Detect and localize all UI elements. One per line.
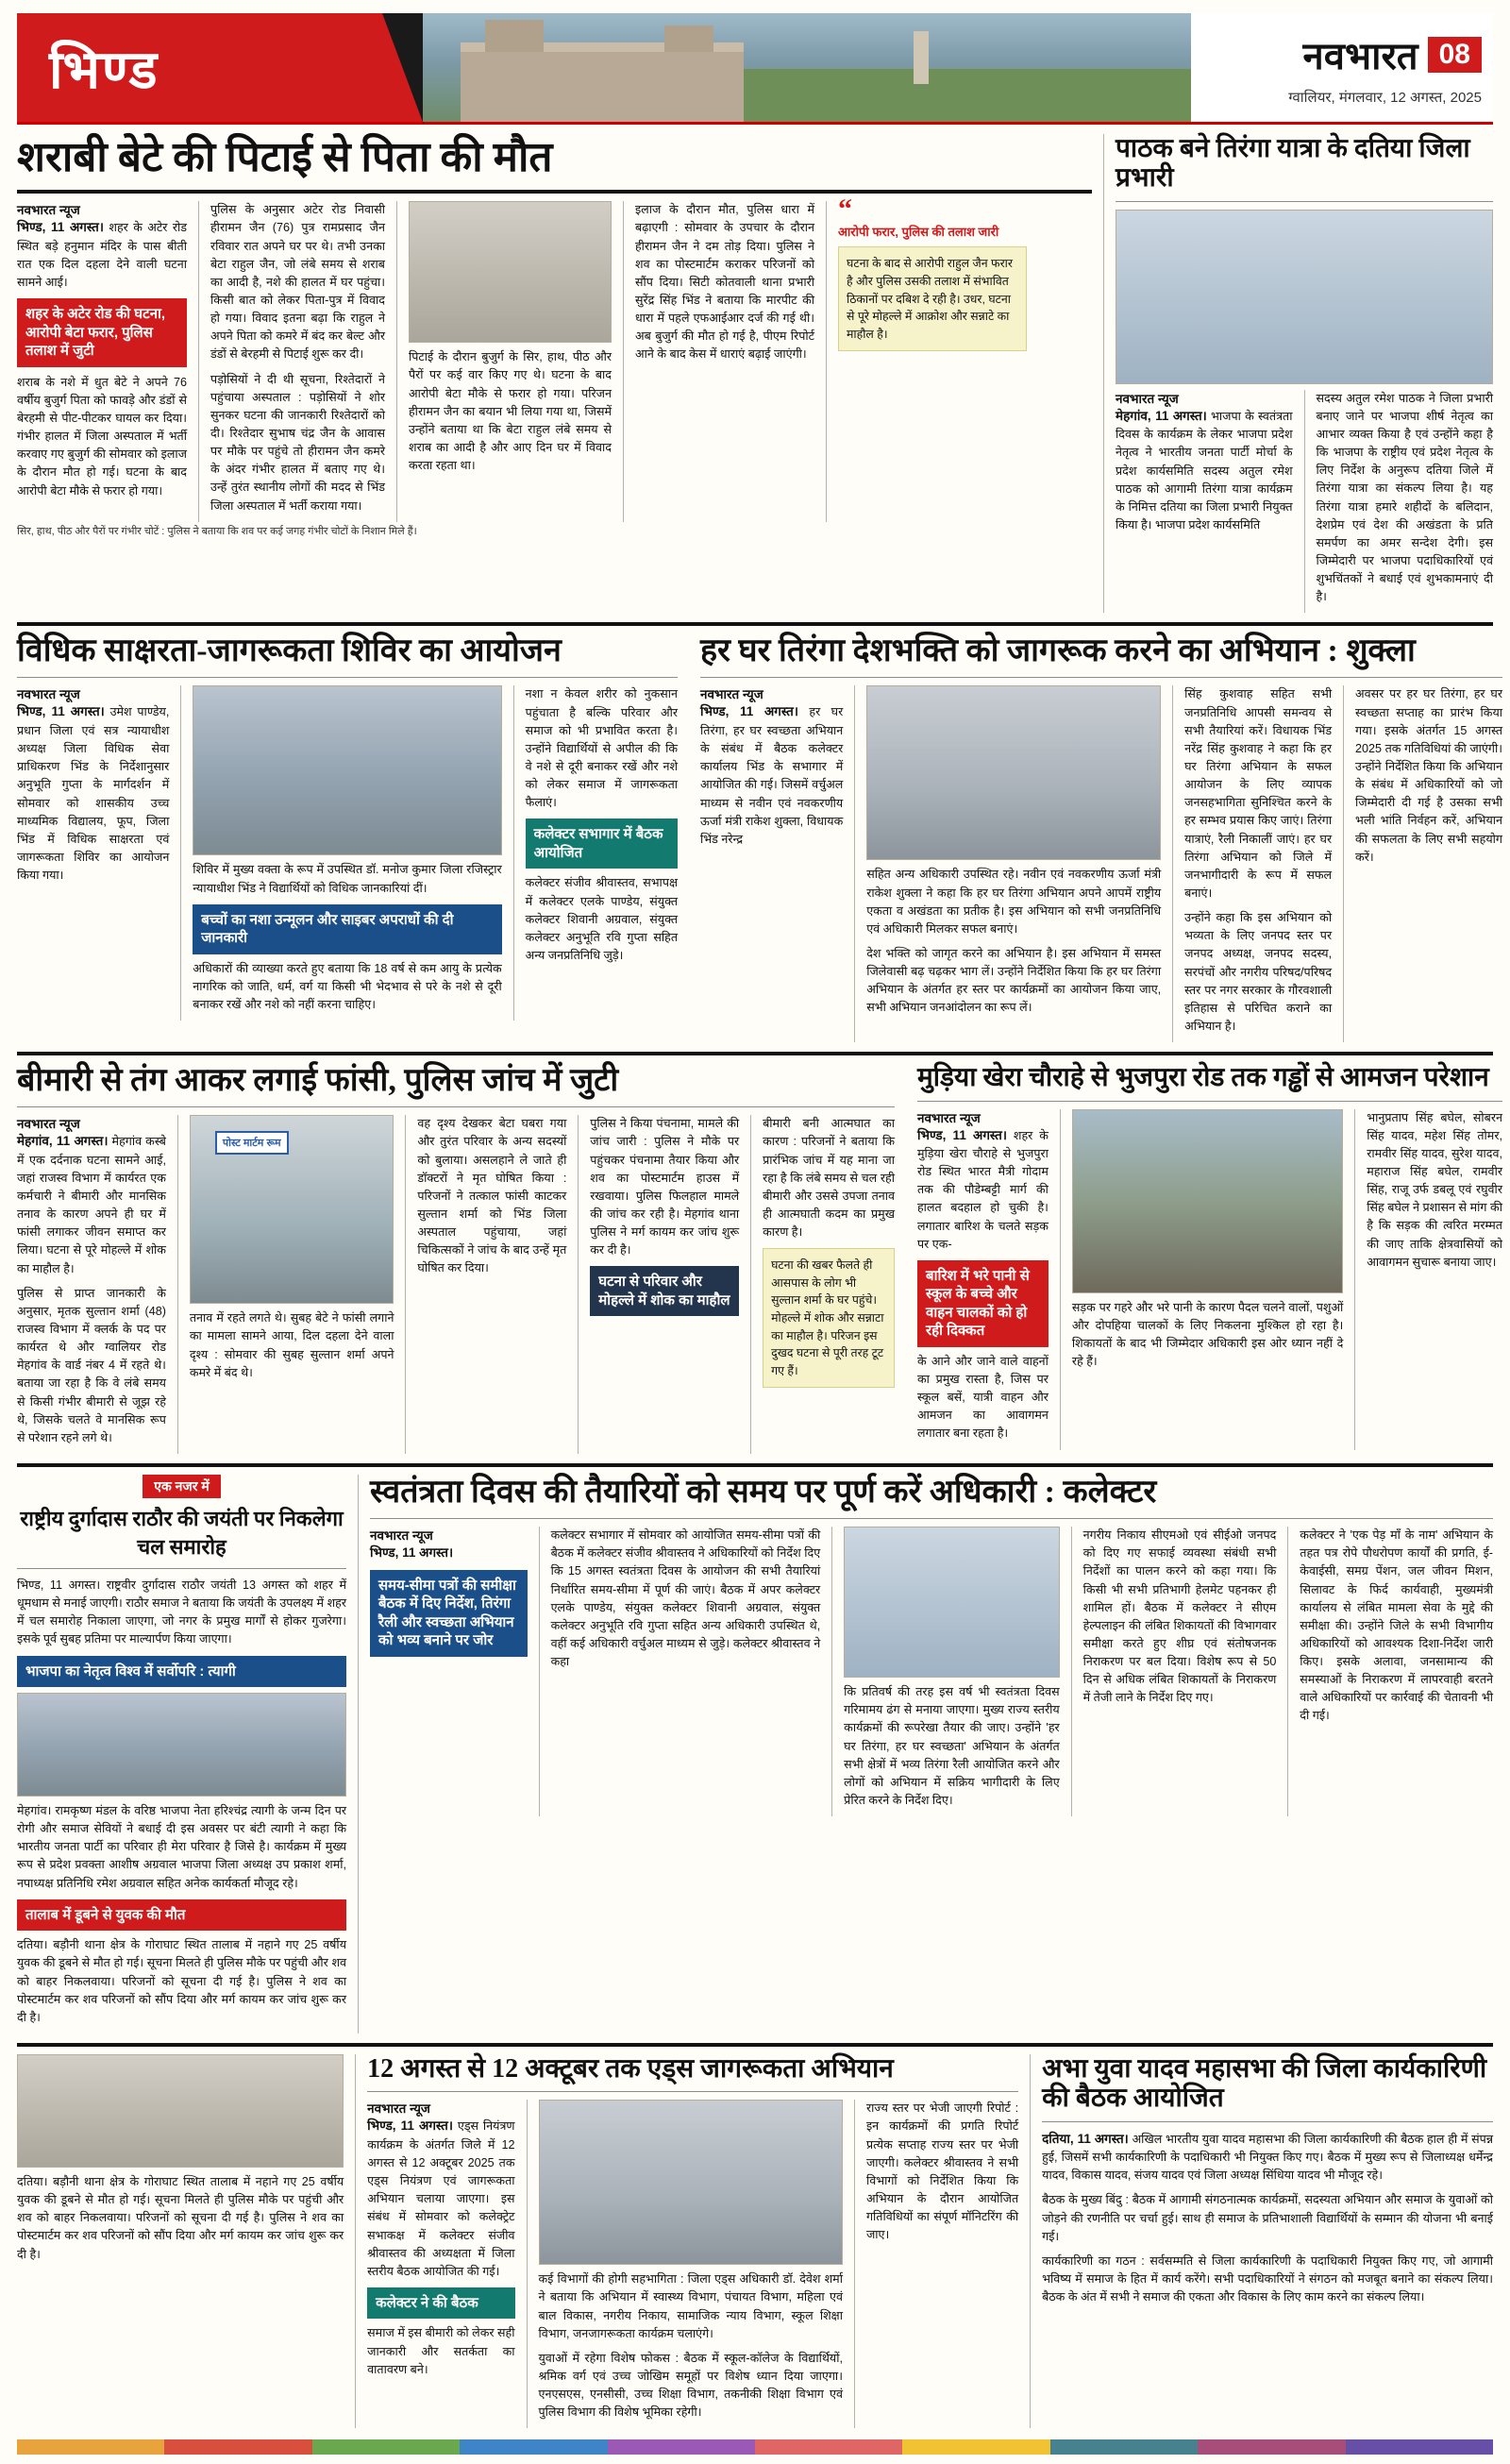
abha-para-2: कार्यकारिणी का गठन : सर्वसम्मति से जिला कार्यकारिणी के पदाधिकारी नियुक्त किए गए, जो आगामी भविष्य में समाज के हित में कार्य करेंगे। सभी पदाधिकारियों ने संगठन को मजबूत बनाने का संकल्प लिया। बैठक के अंत में सभी ने समाज की एकता और विकास के लिए काम करने का संकल्प लिया। — [1042, 2253, 1493, 2304]
tiranga-para-5: देश भक्ति को जागृत करने का अभियान है। इस अभियान में समस्त जिलेवासी बढ़ चढ़कर भाग लें। उन्होंने निर्देशित किया कि हर घर तिरंगा अभियान के अंतर्गत हर स्तर पर कार्यक्रमों का आयोजन किया जाए, सभी अभियान जनआंदोलन का रूप लें। — [866, 947, 1162, 1015]
lead-dateline: भिण्ड, 11 अगस्त। — [17, 220, 104, 235]
mudia-kicker: बारिश में भरे पानी से स्कूल के बच्चे और वाहन चालकों को हो रही दिक्कत — [917, 1260, 1049, 1347]
bimari-para-2: तनाव में रहते लगते थे। सुबह बेटे ने फांसी लगाने का मामला सामने आया, दिल दहला देने वाला दृश्य : सोमवार की सुबह सुल्तान शर्मा अपने कमरे में बंद थे। — [189, 1311, 394, 1379]
tiranga-para-1: सिंह कुशवाह सहित सभी जनप्रतिनिधि आपसी समन्वय से सभी तैयारियां करें। विधायक भिंड नरेंद्र सिंह कुशवाह ने कहा कि हर घर तिरंगा अभियान के सफल आयोजन के लिए व्यापक जनसहभागिता सुनिश्चित करने के हर सम्भव प्रयास किए जाएं। तिरंगा यात्राएं, रैली निकालीं जाएं। हर घर तिरंगा अभियान को जिले में जनभागीदारी के रूप में सफल बनाएं। — [1184, 687, 1333, 901]
swatantrata-byline: नवभारत न्यूज — [370, 1528, 433, 1544]
ek-nazar-column-bottom — [17, 2054, 344, 2428]
swatantrata-kicker: समय-सीमा पत्रों की समीक्षा बैठक में दिए निर्देश, तिरंगा रैली और स्वच्छता अभियान को भव्य बनाने पर जोर — [370, 1570, 528, 1657]
yatra-para-1: सदस्य अतुल रमेश पाठक ने जिला प्रभारी बनाए जाने पर भाजपा शीर्ष नेतृत्व का आभार व्यक्त किया है एवं उन्होंने कहा है कि भाजपा के राष्ट्रीय एवं प्रदेश नेतृत्व के लिए निर्देश के अनुरूप दतिया जिले में तिरंगा यात्रा का संकल्प लिया है। यह तिरंगा यात्रा हमारे शहीदों के बलिदान, देशप्रेम एवं देश की अखंडता के प्रति समर्पण का अमर सन्देश देगी। इस जिम्मेदारी पर भाजपा पदाधिकारियों एवं शुभचिंतकों ने बधाई एवं शुभकामनाएं दी है। — [1316, 391, 1493, 604]
vidhik-para-1: शिविर में मुख्य वक्ता के रूप में उपस्थित डॉ. मनोज कुमार जिला रजिस्ट्रार न्यायाधीश भिंड ने विद्यार्थियों को विधिक जानकारियां दीं। — [193, 863, 502, 895]
tiranga-para-0: हर घर तिरंगा, हर घर स्वच्छता अभियान के संबंध में बैठक कलेक्टर कार्यालय भिंड के सभागार में आयोजित की गई। जिसमें वर्चुअल माध्यम से नवीन एवं नवकरणीय ऊर्जा मंत्री राकेश शुक्ला, विधायक भिंड नरेन्द्र — [700, 705, 844, 846]
mudia-photo — [1072, 1109, 1343, 1293]
tiranga-dateline: भिण्ड, 11 अगस्त। — [700, 704, 798, 719]
vidhik-para-0: उमेश पाण्डेय, प्रधान जिला एवं सत्र न्यायाधीश अध्यक्ष जिला विधिक सेवा प्राधिकरण भिंड के निर्देशानुसार अनुभूति गुप्ता के मार्गदर्शन में सोमवार को शासकीय उच्च माध्यमिक विद्यालय, फूप, जिला भिंड में विधिक साक्षरता एवं जागरूकता शिविर का आयोजन किया गया। — [17, 705, 170, 883]
aids-byline: नवभारत न्यूज — [367, 2101, 430, 2117]
tiranga-headline: हर घर तिरंगा देशभक्ति को जागरूक करने का अभियान : शुक्ला — [700, 633, 1416, 669]
tiranga-story — [700, 633, 1502, 1042]
lead-para-0: शहर के अटेर रोड स्थित बड़े हनुमान मंदिर के पास बीती रात एक दिल दहला देने वाली घटना सामने आई। — [17, 221, 187, 290]
aids-para-2: कई विभागों की होगी सहभागिता : जिला एड्स अधिकारी डॉ. देवेश शर्मा ने बताया कि अभियान में स्वास्थ्य विभाग, पंचायत विभाग, महिला एवं बाल विकास, नगरीय निकाय, सामाजिक न्याय विभाग, स्कूल शिक्षा विभाग, जनजागरूकता कार्यक्रम चलाएंगे। — [538, 2272, 843, 2340]
tiranga-para-4: अवसर पर हर घर तिरंगा, हर घर स्वच्छता सप्ताह का प्रारंभ किया गया। इसके अंतर्गत 15 अगस्त 2025 तक गतिविधियां की जाएंगी। उन्होंने निर्देशित किया कि अभियान के संबंध में अधिकारियों को जो जिम्मेदारी दी गई है उसका सभी भली भांति निर्वहन करें, अभियान की सफलता के लिए सभी सहयोग करें। — [1355, 687, 1503, 864]
bimari-para-0: मेहगांव कस्बे में एक दर्दनाक घटना सामने आई, जहां राजस्व विभाग में कार्यरत एक कर्मचारी ने बीमारी और मानसिक तनाव के कारण अपने ही घर में फांसी लगाकर जीवन समाप्त कर लिया। घटना से पूरे मोहल्ले में शोक का माहौल है। — [17, 1135, 166, 1275]
swatantrata-story — [370, 1475, 1493, 2034]
ek-nazar-head: राष्ट्रीय दुर्गादास राठौर की जयंती पर निकलेगा चल समारोह — [20, 1507, 344, 1559]
aids-para-0: एड्स नियंत्रण कार्यक्रम के अंतर्गत जिले में 12 अगस्त से 12 अक्टूबर 2025 तक एड्स नियंत्रण एवं जागरूकता अभियान चलाया जाएगा। इस संबंध में सोमवार को कलेक्ट्रेट सभाकक्ष में कलेक्टर संजीव श्रीवास्तव की अध्यक्षता में जिला स्तरीय बैठक आयोजित की गई। — [367, 2119, 515, 2278]
swatantrata-para-0: कलेक्टर सभागार में सोमवार को आयोजित समय-सीमा पत्रों की बैठक में कलेक्टर संजीव श्रीवास्तव ने अधिकारियों को निर्देश दिए कि 15 अगस्त स्वतंत्रता दिवस के आयोजन की सभी तैयारियां निर्धारित समय-सीमा में पूर्ण की जाएं। बैठक में अपर कलेक्टर एलके पाण्डेय, संयुक्त कलेक्टर शिवानी अग्रवाल, संयुक्त कलेक्टर अनुभूति रवि गुप्ता सहित अन्य अधिकारी उपस्थित थे, वहीं कई अधिकारी वर्चुअल माध्यम से जुड़े। कलेक्टर श्रीवास्तव ने कहा — [550, 1528, 821, 1669]
aids-para-4: राज्य स्तर पर भेजी जाएगी रिपोर्ट : इन कार्यक्रमों की प्रगति रिपोर्ट प्रत्येक सप्ताह राज्य स्तर पर भेजी जाएगी। कलेक्टर श्रीवास्तव ने सभी विभागों को निर्देशित किया कि अभियान के दौरान आयोजित गतिविधियों का संपूर्ण मॉनिटरिंग की जाए। — [865, 2101, 1019, 2242]
tiranga-para-2: उन्होंने कहा कि इस अभियान को भव्यता के लिए जनपद स्तर पर जनपद अध्यक्ष, जनपद सदस्य, सरपंचों और नगरीय परिषद/परिषद स्तर पर नगर सरकार के गौरवशाली इतिहास से परिचित कराने का अभियान है। — [1184, 911, 1333, 1034]
vidhik-story — [17, 633, 678, 1042]
mudia-para-3: भानुप्रताप सिंह बघेल, सोबरन सिंह यादव, महेश सिंह तोमर, रामवीर सिंह यादव, सुरेश यादव, महाराज सिंह बघेल, रामवीर सिंह, राजू उर्फ डबलू एवं रघुवीर सिंह बघेल ने प्रशासन से मांग की है कि सड़क की त्वरित मरम्मत की जाए ताकि क्षेत्रवासियों को आवागमन सुचारू बनाया जाए। — [1367, 1110, 1502, 1269]
ek-nazar-column — [17, 1475, 346, 2034]
yatra-byline: नवभारत न्यूज — [1116, 391, 1179, 406]
swatantrata-photo — [844, 1527, 1060, 1678]
vidhik-para-3: नशा न केवल शरीर को नुकसान पहुंचाता है बल्कि परिवार और समाज को भी प्रभावित करता है। उन्होंने विद्यार्थियों से अपील की कि वे नशे से दूरी बनाकर रखें और नशे को लेकर समाज में जागरूकता फैलाएं। — [525, 687, 679, 810]
masthead — [17, 13, 1493, 125]
vidhik-subhead: बच्चों का नशा उन्मूलन और साइबर अपराधों की दी जानकारी — [193, 904, 501, 954]
bimari-headline: बीमारी से तंग आकर लगाई फांसी, पुलिस जांच में जुटी — [17, 1063, 619, 1099]
bimari-kicker: घटना से परिवार और मोहल्ले में शोक का माहौल — [590, 1266, 739, 1316]
row-three — [17, 1063, 1502, 1454]
bimari-para-4: पुलिस ने किया पंचनामा, मामले की जांच जारी : पुलिस ने मौके पर पहुंचकर पंचनामा तैयार किया और शव का पोस्टमार्टम हाउस में रखवाया। पुलिस फिलहाल मामले की जांच कर रही है। मेहगांव थाना पुलिस ने मर्ग कायम कर जांच शुरू कर दी है। — [590, 1117, 740, 1257]
mudia-para-1: के आने और जाने वाले वाहनों का प्रमुख रास्ता है, जिस पर स्कूल बसें, यात्री वाहन और आमजन का आवागमन लगातार बना रहता है। — [917, 1354, 1049, 1441]
vidhik-para-2: अधिकारों की व्याख्या करते हुए बताया कि 18 वर्ष से कम आयु के प्रत्येक नागरिक को जाति, धर्म, वर्ग या किसी भी भेदभाव से परे के नशे से दूरी बनाकर रखें और नशे को नहीं करना चाहिए। — [193, 961, 502, 1012]
yatra-story — [1116, 134, 1493, 613]
lead-photo — [409, 201, 612, 343]
vidhik-box-head: कलेक्टर सभागार में बैठक आयोजित — [526, 819, 678, 869]
yatra-photo — [1116, 210, 1493, 384]
lead-photo-caption: सिर, हाथ, पीठ और पैरों पर गंभीर चोटें : पुलिस ने बताया कि शव पर कई जगह गंभीर चोटों के निशान मिले हैं। — [17, 525, 417, 537]
aids-para-3: युवाओं में रहेगा विशेष फोकस : बैठक में स्कूल-कॉलेज के विद्यार्थियों, श्रमिक वर्ग एवं उच्च जोखिम समूहों पर विशेष ध्यान दिया जाएगा। एनएसएस, एनसीसी, उच्च शिक्षा विभाग, तकनीकी शिक्षा विभाग एवं पुलिस विभाग की विशेष भूमिका रहेगी। — [538, 2351, 843, 2420]
ek-nazar-item-1-head: तालाब में डूबने से युवक की मौत — [17, 1899, 346, 1932]
masthead-city-block — [17, 13, 423, 122]
lead-byline: नवभारत न्यूज — [17, 203, 80, 218]
row-four — [17, 1475, 1493, 2034]
lead-quote: “ आरोपी फरार, पुलिस की तलाश जारी — [838, 201, 1027, 241]
ek-nazar-bottom-text: दतिया। बड़ौनी थाना क्षेत्र के गोराघाट स्थित तालाब में नहाने गए 25 वर्षीय युवक की डूबने से मौत हो गई। सूचना मिलते ही पुलिस मौके पर पहुंची और शव को बाहर निकलवाया। परिजनों को सूचना दी गई है। पुलिस ने शव का पोस्टमार्टम कर शव परिजनों को सौंप दिया और मर्ग कायम कर जांच शुरू कर दी है। — [17, 2174, 344, 2261]
swatantrata-para-1: कि प्रतिवर्ष की तरह इस वर्ष भी स्वतंत्रता दिवस गरिमामय ढंग से मनाया जाएगा। मुख्य राज्य स्तरीय कार्यक्रमों की रूपरेखा तैयार की जाए। उन्होंने 'हर घर तिरंगा, हर घर स्वच्छता' अभियान के अंतर्गत सभी क्षेत्रों में भव्य तिरंगा रैली आयोजित करने और लोगों को अभियान में सक्रिय भागीदारी के लिए प्रेरित करने के निर्देश दिए। — [844, 1685, 1060, 1807]
swatantrata-para-2: नगरीय निकाय सीएमओ एवं सीईओ जनपद को दिए गए सफाई व्यवस्था संबंधी सभी निर्देशों का पालन करने को कहा गया। कि किसी भी सभी प्रतिभागी हेलमेट पहनकर ही शामिल हों। बैठक में कलेक्टर ने सीएम हेल्पलाइन की लंबित शिकायतों की विभागवार समीक्षा करते हुए शीघ्र एवं संतोषजनक निराकरण पर बल दिया। विशेष रूप से 50 दिन से अधिक लंबित शिकायतों के निराकरण में तेजी लाने के निर्देश दिए गए। — [1082, 1528, 1277, 1705]
bimari-kicker-text: घटना की खबर फैलते ही आसपास के लोग भी सुल्तान शर्मा के घर पहुंचे। मोहल्ले में शोक और सन्नाटा का माहौल है। परिजन इस दुखद घटना से पूरी तरह टूट गए हैं। — [763, 1248, 895, 1388]
swatantrata-headline: स्वतंत्रता दिवस की तैयारियों को समय पर पूर्ण करें अधिकारी : कलेक्टर — [370, 1475, 1157, 1510]
ek-nazar-text: भिण्ड, 11 अगस्त। राष्ट्रवीर दुर्गादास राठौर जयंती 13 अगस्त को शहर में धूमधाम से मनाई जाएगी। राठौर समाज ने बताया कि जयंती के उपलक्ष्य में शहर में चल समारोह निकाला जाएगा, जो नगर के प्रमुख मार्गों से होकर गुजरेगा। इसके पूर्व सुबह प्रतिमा पर माल्यार्पण किया जाएगा। — [17, 1578, 347, 1646]
abha-para-1: बैठक के मुख्य बिंदु : बैठक में आगामी संगठनात्मक कार्यक्रमों, सदस्यता अभियान और समाज के युवाओं को जोड़ने की रणनीति पर चर्चा हुई। साथ ही समाज के प्रतिभाशाली विद्यार्थियों के सम्मान की योजना भी बनाई गई। — [1042, 2193, 1493, 2243]
abha-dateline: दतिया, 11 अगस्त। — [1042, 2131, 1129, 2146]
bimari-photo — [190, 1115, 394, 1304]
ek-nazar-item-0-head: भाजपा का नेतृत्व विश्व में सर्वोपरि : त्यागी — [17, 1656, 346, 1688]
aids-para-1: समाज में इस बीमारी को लेकर सही जानकारी और सतर्कता का वातावरण बने। — [367, 2326, 515, 2376]
ek-nazar-item-0-text: मेहगांव। रामकृष्ण मंडल के वरिष्ठ भाजपा नेता हरिश्चंद्र त्यागी के जन्म दिन पर रोगी और समाज सेवियों ने बधाई दी इस अवसर पर बंटी त्यागी ने कहा कि भारतीय जनता पार्टी का परिवार ही मेरा परिवार है जिसे है। कार्यक्रम में मुख्य रूप से प्रदेश प्रवक्ता आशीष अग्रवाल भाजपा जिला अध्यक्ष उप प्रकाश शर्मा, नपाध्यक्ष प्रतिनिधि रमेश अग्रवाल सहित अनेक कार्यकर्ता मौजूद रहे। — [17, 1804, 347, 1890]
bimari-photo-sign: पोस्ट मार्टम रूम — [215, 1131, 289, 1155]
mudia-story — [917, 1063, 1502, 1454]
lead-quote-head: आरोपी फरार, पुलिस की तलाश जारी — [838, 225, 999, 240]
bimari-para-5: बीमारी बनी आत्मघात का कारण : परिजनों ने बताया कि प्रारंभिक जांच में यह माना जा रहा है कि लंबे समय से चल रही बीमारी और उससे उपजा तनाव ही आत्मघाती कदम का प्रमुख कारण है। — [763, 1117, 896, 1240]
masthead-brand-block — [1191, 13, 1493, 122]
edition-dateline: ग्वालियर, मंगलवार, 12 अगस्त, 2025 — [1288, 90, 1482, 106]
bimari-byline: नवभारत न्यूज — [17, 1117, 80, 1132]
tiranga-para-3: सहित अन्य अधिकारी उपस्थित रहे। नवीन एवं नवकरणीय ऊर्जा मंत्री राकेश शुक्ला ने कहा कि हर घर तिरंगा अभियान अपने आपमें राष्ट्रीय एकता व अखंडता का प्रतीक है। इस अभियान को सभी जनप्रतिनिधि एवं अधिकारी मिलकर सफल बनाएं। — [866, 868, 1162, 936]
yatra-para-0: भाजपा के स्वतंत्रता दिवस के कार्यक्रम के लेकर भाजपा प्रदेश नेतृत्व ने भारतीय जनता पार्टी मोर्चा के प्रदेश कार्यसमिति सदस्य अतुल रमेश पाठक को आगामी तिरंगा यात्रा कार्यक्रम के निमित्त दतिया का जिला प्रभारी नियुक्त किया है। भाजपा प्रदेश कार्यसमिति — [1116, 409, 1293, 532]
row-two — [17, 633, 1503, 1042]
lead-kicker: शहर के अटेर रोड की घटना, आरोपी बेटा फरार, पुलिस तलाश में जुटी — [17, 298, 187, 367]
abha-para-0: अखिल भारतीय युवा यादव महासभा की जिला कार्यकारिणी की बैठक हाल ही में संपन्न हुई, जिसमें सभी कार्यकारिणी के पदाधिकारी भी नियुक्त किए गए। बैठक में मुख्य रूप से जिलाध्यक्ष धर्मेन्द्र यादव, विकास यादव, संजय यादव एवं जिला अध्यक्ष सिंधिया यादव भी मौजूद रहे। — [1042, 2132, 1494, 2183]
swatantrata-dateline: भिण्ड, 11 अगस्त। — [370, 1545, 454, 1561]
vidhik-byline: नवभारत न्यूज — [17, 687, 80, 702]
abha-story — [1042, 2054, 1493, 2428]
vidhik-box-text: कलेक्टर संजीव श्रीवास्तव, सभापक्ष में कलेक्टर एलके पाण्डेय, संयुक्त कलेक्टर शिवानी अग्रवाल, संयुक्त कलेक्टर अनुभूति रवि गुप्ता सहित अन्य जनप्रतिनिधि जुड़े। — [525, 876, 679, 963]
paper-title: नवभारत — [1302, 35, 1418, 77]
yatra-dateline: मेहगांव, 11 अगस्त। — [1116, 408, 1207, 423]
mudia-headline: मुड़िया खेरा चौराहे से भुजपुरा रोड तक गड्ढों से आमजन परेशान — [917, 1063, 1489, 1093]
bimari-para-1: पुलिस से प्राप्त जानकारी के अनुसार, मृतक सुल्तान शर्मा (48) राजस्व विभाग में क्लर्क के पद पर कार्यरत थे और ग्वालियर रोड मेहगांव के वार्ड नंबर 4 में रहते थे। बताया जा रहा है कि वे लंबे समय से किसी गंभीर बीमारी से जूझ रहे थे, जिसके चलते वे मानसिक रूप से परेशान रहने लगे थे। — [17, 1286, 166, 1444]
aids-story — [367, 2054, 1018, 2428]
mudia-byline: नवभारत न्यूज — [917, 1110, 981, 1125]
lead-headline: शराबी बेटे की पिटाई से पिता की मौत — [17, 134, 553, 180]
page-number: 08 — [1428, 37, 1482, 73]
lead-para-1: शराब के नशे में धुत बेटे ने अपने 76 वर्षीय बुजुर्ग पिता को फावड़े और डंडों से बेरहमी से पीट-पीटकर घायल कर दिया। गंभीर हालत में जिला अस्पताल में भर्ती करवाए गए बुजुर्ग की सोमवार को इलाज के दौरान मौत हो गई। घटना के बाद आरोपी बेटा मौके से फरार हो गया। — [17, 375, 187, 498]
aids-dateline: भिण्ड, 11 अगस्त। — [367, 2118, 453, 2134]
row-five — [17, 2054, 1493, 2428]
lead-para-2: पुलिस के अनुसार अटेर रोड निवासी हीरामन जैन (76) पुत्र रामप्रसाद जैन रविवार रात अपने घर पर थे। तभी उनका बेटा राहुल जैन, जो लंबे समय से शराब का आदी है, नशे की हालत में घर पहुंचा। किसी बात को लेकर पिता-पुत्र में विवाद हो गया। विवाद इतना बढ़ा कि राहुल ने अपने पिता को कमरे में बंद कर बेल्ट और डंडों से बेरहमी से पिटाई शुरू कर दी। — [210, 203, 385, 362]
edition-city: भिण्ड — [49, 41, 159, 100]
vidhik-headline: विधिक साक्षरता-जागरूकता शिविर का आयोजन — [17, 633, 562, 669]
mudia-dateline: भिण्ड, 11 अगस्त। — [917, 1127, 1007, 1142]
mudia-para-2: सड़क पर गहरे और भरे पानी के कारण पैदल चलने वालों, पशुओं और दोपहिया चालकों के लिए निकलना मुश्किल हो रहा है। शिकायतों के बाद भी जिम्मेदार अधिकारी इस ओर ध्यान नहीं दे रहे हैं। — [1071, 1300, 1344, 1368]
swatantrata-para-3: कलेक्टर ने 'एक पेड़ माँ के नाम' अभियान के तहत पत्र रोपे पौधरोपण कार्यों की प्रगति, ई-केवाईसी, समग्र पेंशन, जल जीवन मिशन, सिलावट के फिर्द कार्यवाही, मुख्यमंत्री कार्यालय से लंबित मामला सेवा के मुद्दे की समीक्षा की। उन्होंने जिले के सभी विभागीय अधिकारियों को आवश्यक दिशा-निर्देश जारी किए। इसके अलावा, जनसामान्य की समस्याओं के निराकरण में लापरवाही बरतने वाले अधिकारियों पर कार्रवाई की चेतावनी भी दी गई। — [1300, 1528, 1493, 1723]
vidhik-photo — [193, 685, 501, 855]
masthead-banner-photo — [423, 13, 1191, 122]
registration-color-bar — [17, 2439, 1493, 2455]
ek-nazar-photo — [17, 1693, 346, 1797]
bimari-para-3: वह दृश्य देखकर बेटा घबरा गया और तुरंत परिवार के अन्य सदस्यों को बुलाया। असलहाने ले जाते ही डॉक्टरों ने मृत घोषित किया : परिजनों ने तत्काल फांसी काटकर सुल्तान शर्मा को भिंड जिला अस्पताल पहुंचाया, जहां चिकित्सकों ने जांच के बाद उन्हें मृत घोषित कर दिया। — [417, 1117, 567, 1275]
yatra-headline: पाठक बने तिरंगा यात्रा के दतिया जिला प्रभारी — [1116, 134, 1470, 194]
abha-headline: अभा युवा यादव महासभा की जिला कार्यकारिणी की बैठक आयोजित — [1042, 2053, 1487, 2114]
lead-para-5: इलाज के दौरान मौत, पुलिस धारा में बढ़ाएगी : सोमवार के उपचार के दौरान हीरामन जैन ने दम तोड़ दिया। पुलिस ने शव का पोस्टमार्टम कराकर परिजनों को सौंप दिया। सिटी कोतवाली थाना प्रभारी सुरेंद्र सिंह भिंड ने बताया कि मारपीट की धारा में पहले एफआईआर दर्ज की गई थी। अब बुजुर्ग की मौत हो गई है, पीएम रिपोर्ट आने के बाद केस में धाराएं बढ़ाई जाएंगी। — [635, 203, 814, 362]
bimari-story — [17, 1063, 895, 1454]
lead-para-3: पिटाई के दौरान बुजुर्ग के सिर, हाथ, पीठ और पैरों पर कई वार किए गए थे। घटना के बाद आरोपी बेटा मौके से फरार हो गया। परिजन हीरामन जैन का बयान भी लिया गया था, जिसमें उन्होंने बताया था कि बेटा राहुल लंबे समय से शराब का आदी है और आए दिन घर में विवाद करता रहता था। — [409, 350, 612, 473]
aids-kicker: कलेक्टर ने की बैठक — [367, 2287, 514, 2320]
ek-nazar-item-1-text: दतिया। बड़ौनी थाना क्षेत्र के गोराघाट स्थित तालाब में नहाने गए 25 वर्षीय युवक की डूबने से मौत हो गई। सूचना मिलते ही पुलिस मौके पर पहुंची और शव को बाहर निकलवाया। परिजनों को सूचना दी गई है। पुलिस ने शव का पोस्टमार्टम कर शव परिजनों को सौंप दिया और मर्ग कायम कर जांच शुरू कर दी है। — [17, 1938, 347, 2024]
bimari-dateline: मेहगांव, 11 अगस्त। — [17, 1134, 109, 1149]
tiranga-byline: नवभारत न्यूज — [700, 687, 763, 702]
vidhik-dateline: भिण्ड, 11 अगस्त। — [17, 704, 105, 719]
aids-headline: 12 अगस्त से 12 अक्टूबर तक एड्स जागरूकता अभियान — [367, 2053, 894, 2084]
row-lead — [17, 134, 1493, 613]
tiranga-photo — [866, 685, 1161, 860]
lead-story — [17, 134, 1092, 613]
mudia-para-0: शहर के मुड़िया खेरा चौराहे से भुजपुरा रोड स्थित भारत मैत्री गोदाम तक की पौडेम्बट्टी मार्ग की हालत बदहाल हो चुकी है। लगातार बारिश के चलते सड़क पर एक- — [917, 1128, 1049, 1251]
aids-photo — [539, 2100, 843, 2265]
lead-quote-text: घटना के बाद से आरोपी राहुल जैन फरार है और पुलिस उसकी तलाश में संभावित ठिकानों पर दबिश दे रही है। उधर, घटना से पूरे मोहल्ले में आक्रोश और सन्नाटे का माहौल है। — [838, 246, 1027, 351]
ek-nazar-tag: एक नजर में — [143, 1475, 221, 1498]
ek-nazar-bottom-photo — [17, 2054, 344, 2168]
lead-para-4: पड़ोसियों ने दी थी सूचना, रिश्तेदारों ने पहुंचाया अस्पताल : पड़ोसियों ने शोर सुनकर घटना की जानकारी रिश्तेदारों को दी। रिश्तेदार सुभाष चंद्र जैन के आवास पर मौके पर पहुंचे तो हीरामन जैन कमरे के अंदर गंभीर हालत में बताए गए थे। उन्हें तुरंत स्थानीय लोगों की मदद से भिंड जिला अस्पताल में भर्ती कराया गया। — [210, 372, 385, 513]
